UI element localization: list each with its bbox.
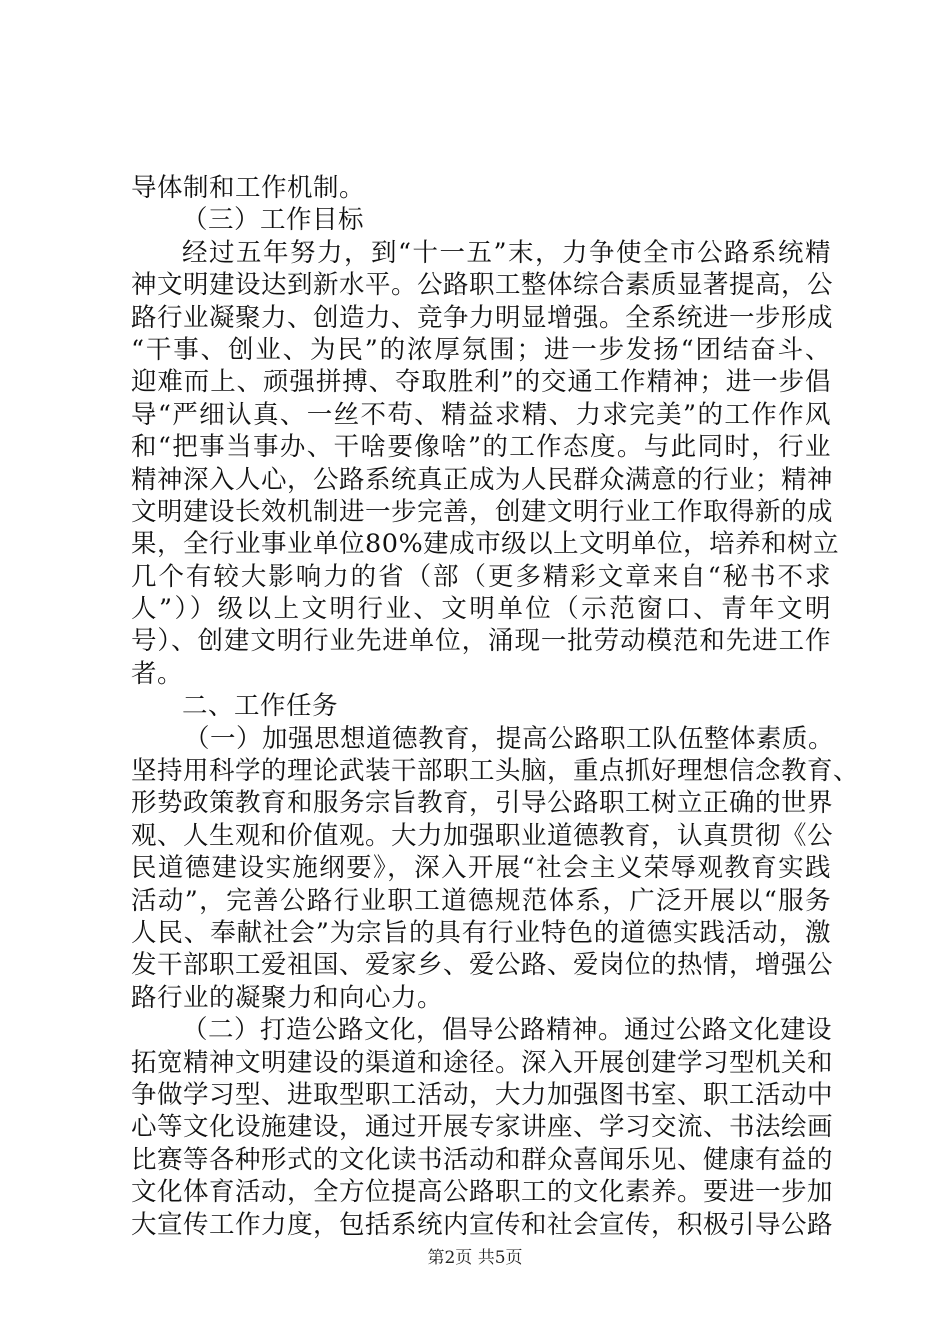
page-footer: 第2页 共5页 xyxy=(427,1248,523,1268)
text-line: 文化体育活动，全方位提高公路职工的文化素养。要进一步加 xyxy=(131,1177,834,1208)
text-line: 民道德建设实施纲要》，深入开展“社会主义荣辱观教育实践 xyxy=(131,853,831,884)
text-line: 号）、创建文明行业先进单位，涌现一批劳动模范和先进工作 xyxy=(131,626,831,657)
text-line: 拓宽精神文明建设的渠道和途径。深入开展创建学习型机关和 xyxy=(131,1047,834,1078)
text-line: 心等文化设施建设，通过开展专家讲座、学习交流、书法绘画 xyxy=(131,1112,834,1143)
text-line: （二）打造公路文化，倡导公路精神。通过公路文化建设 xyxy=(182,1015,833,1046)
text-line: 二、工作任务 xyxy=(182,691,339,722)
text-line: 迎难而上、顽强拼搏、夺取胜利”的交通工作精神；进一步倡 xyxy=(131,367,831,398)
text-line: 文明建设长效机制进一步完善，创建文明行业工作取得新的成 xyxy=(131,496,834,527)
text-line: 几个有较大影响力的省（部（更多精彩文章来自“秘书不求 xyxy=(131,561,831,592)
text-line: 神文明建设达到新水平。公路职工整体综合素质显著提高，公 xyxy=(131,270,834,301)
text-line: 者。 xyxy=(131,658,184,689)
text-line: “干事、创业、为民”的浓厚氛围；进一步发扬“团结奋斗、 xyxy=(131,334,831,365)
text-line: 路行业的凝聚力和向心力。 xyxy=(131,982,444,1013)
text-line: 人民、奉献社会”为宗旨的具有行业特色的道德实践活动，激 xyxy=(131,917,831,948)
text-line: 大宣传工作力度，包括系统内宣传和社会宣传，积极引导公路 xyxy=(131,1209,834,1240)
document-body xyxy=(131,172,860,1241)
text-line: 活动”，完善公路行业职工道德规范体系，广泛开展以“服务 xyxy=(131,885,831,916)
text-line: 和“把事当事办、干啥要像啥”的工作态度。与此同时，行业 xyxy=(131,432,831,463)
text-line: （三）工作目标 xyxy=(182,205,365,236)
text-line: 发干部职工爱祖国、爱家乡、爱公路、爱岗位的热情，增强公 xyxy=(131,950,834,981)
text-line: 争做学习型、进取型职工活动，大力加强图书室、职工活动中 xyxy=(131,1079,834,1110)
text-line: 路行业凝聚力、创造力、竞争力明显增强。全系统进一步形成 xyxy=(131,302,834,333)
text-line: （一）加强思想道德教育，提高公路职工队伍整体素质。 xyxy=(184,723,835,754)
text-line: 观、人生观和价值观。大力加强职业道德教育，认真贯彻《公 xyxy=(131,820,834,851)
text-line: 人”））级以上文明行业、文明单位（示范窗口、青年文明 xyxy=(131,594,831,625)
text-line: 果，全行业事业单位80%建成市级以上文明单位，培养和树立 xyxy=(131,529,840,560)
text-line: 形势政策教育和服务宗旨教育，引导公路职工树立正确的世界 xyxy=(131,788,834,819)
text-line: 导体制和工作机制。 xyxy=(131,173,366,203)
text-line: 比赛等各种形式的文化读书活动和群众喜闻乐见、健康有益的 xyxy=(131,1144,834,1175)
text-line: 经过五年努力，到“十一五”末，力争使全市公路系统精 xyxy=(182,237,831,268)
text-line: 坚持用科学的理论武装干部职工头脑，重点抓好理想信念教育、 xyxy=(131,756,860,787)
text-line: 导“严细认真、一丝不苟、精益求精、力求完美”的工作作风 xyxy=(131,399,831,430)
text-line: 精神深入人心，公路系统真正成为人民群众满意的行业；精神 xyxy=(131,464,834,495)
